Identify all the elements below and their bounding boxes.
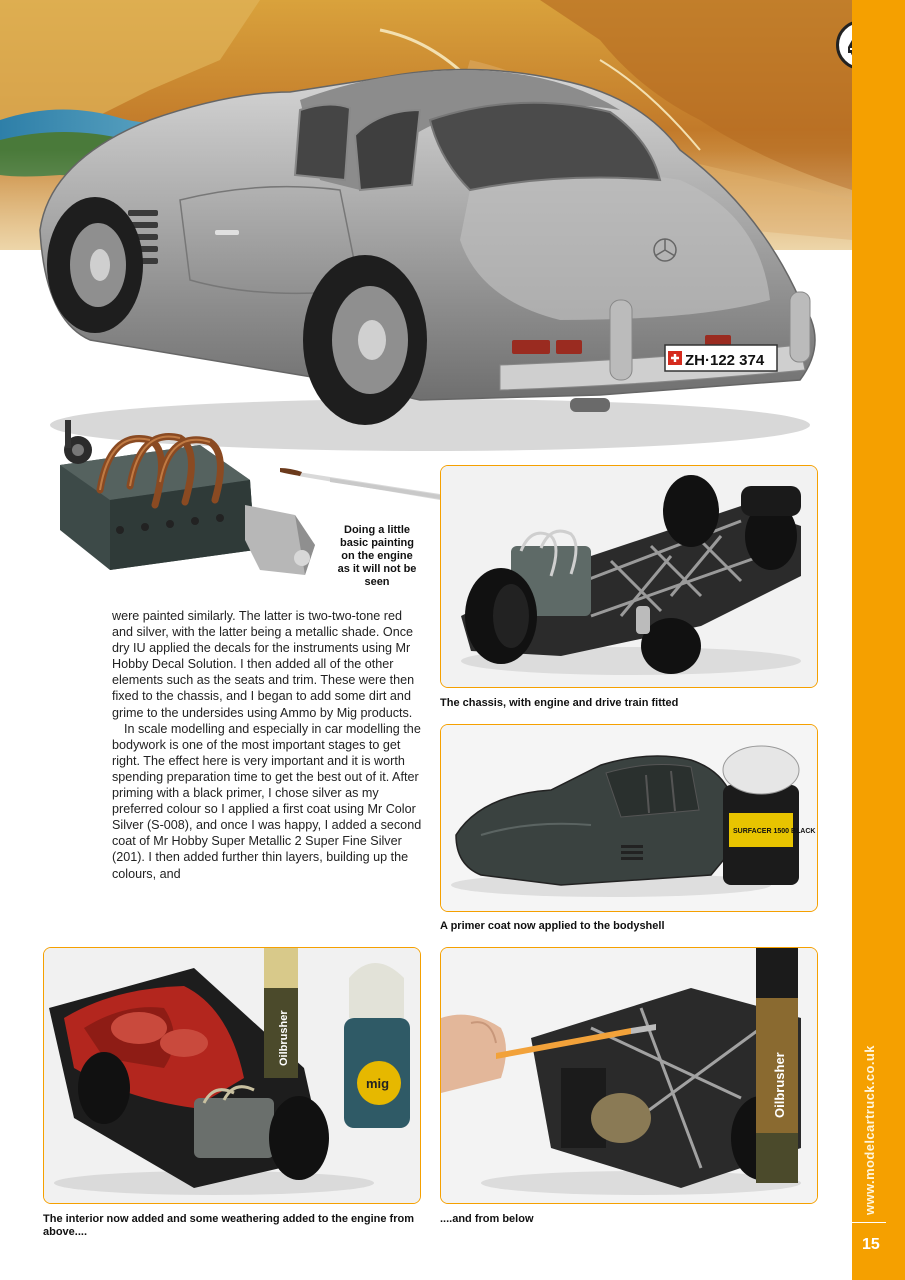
page-number: 15: [862, 1236, 880, 1253]
website-url: www.modelcartruck.co.uk: [862, 1045, 877, 1215]
paragraph-2: In scale modelling and especially in car modelling the bodywork is one of the most important stages to get right. The effect here is very important and it is worth spending preparation time to get the best out of it. After priming with a black primer, I chose silver as my preferred colour so I applied a first coat using Mr Color Silver (S-008), and once I was happy, I added a second coat of Mr Hobby Super Metallic 2 Super Fine Silver (201). I then added further thin layers, building up the colours, and: [112, 721, 422, 881]
below-photo: [440, 947, 818, 1204]
oilbrusher-label-1: Oilbrusher: [278, 1010, 290, 1066]
chassis-caption: The chassis, with engine and drive train fitted: [440, 697, 679, 709]
primer-photo: [440, 724, 818, 912]
strip-divider: [852, 1222, 886, 1223]
article-body: [112, 608, 422, 882]
surfacer-label-text: SURFACER 1500 BLACK: [733, 828, 816, 835]
paragraph-1: were painted similarly. The latter is two-two-tone red and silver, with the latter being a metallic shade. Once dry IU applied the decals for the instruments using Mr Hobby Decal Solution. I then added all of the other elements such as the seats and trim. These were then fixed to the chassis, and I began to add some dirt and grime to the undersides using Ammo by Mig products.: [112, 609, 415, 720]
engine-caption: Doing a little basic painting on the engine as it will not be seen: [337, 524, 417, 588]
number-plate-text: ZH·122 374: [685, 352, 765, 369]
hero-photo: [0, 0, 852, 470]
interior-caption: The interior now added and some weathering added to the engine from above....: [43, 1213, 414, 1238]
mig-label-1: mig: [366, 1076, 390, 1091]
below-caption: ....and from below: [440, 1213, 534, 1225]
primer-caption: A primer coat now applied to the bodyshell: [440, 920, 665, 932]
page-side-strip: [852, 0, 905, 1280]
interior-photo: [43, 947, 421, 1204]
chassis-photo: [440, 465, 818, 688]
oilbrusher-label-2: Oilbrusher: [772, 1052, 787, 1118]
